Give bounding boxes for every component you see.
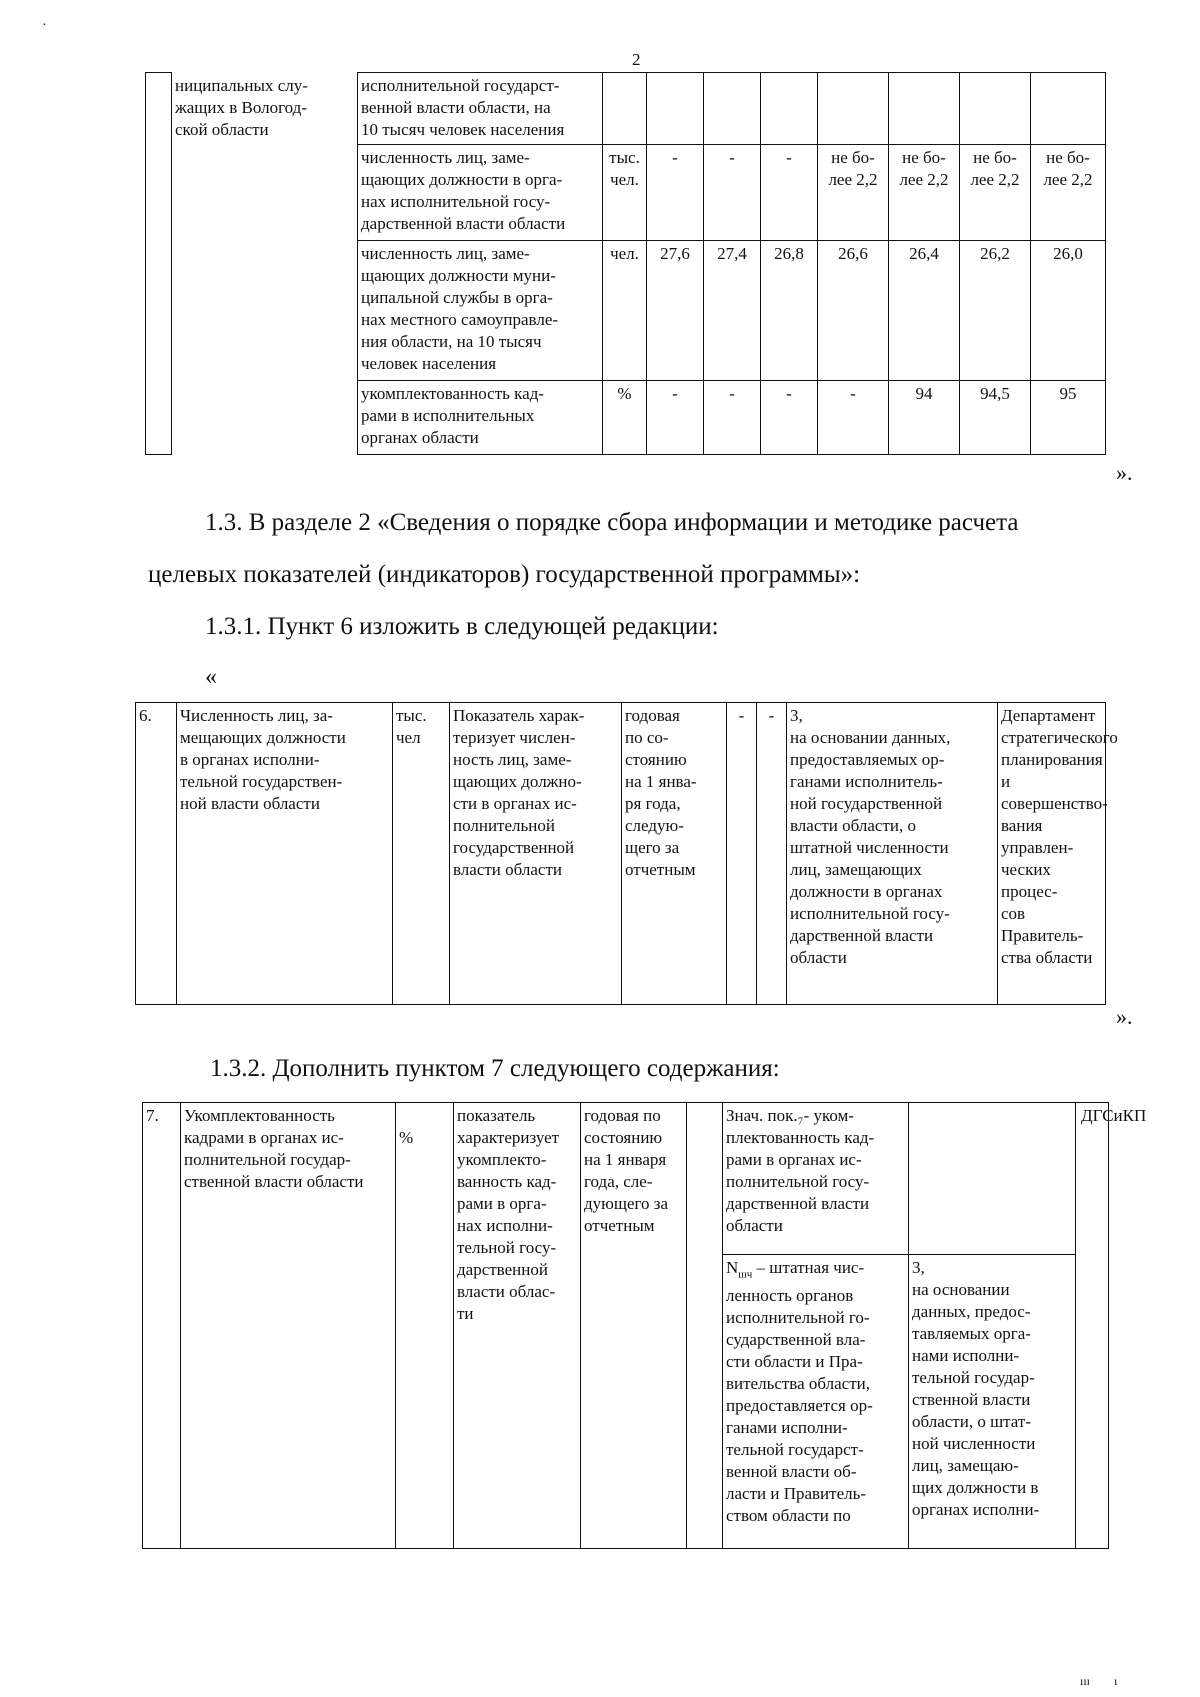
row-number: 7. — [143, 1103, 181, 1549]
table1-value — [1031, 73, 1106, 145]
table1-value — [960, 73, 1031, 145]
scan-marks-bottom: ııı ı — [1080, 1674, 1118, 1688]
table1-value: - — [704, 145, 761, 241]
indicator-dash: - — [727, 703, 757, 1005]
table1-value: не бо- лее 2,2 — [889, 145, 960, 241]
table1-row-name: исполнительной государст- венной власти области, на 10 тысяч человек населения — [358, 73, 603, 145]
blank-column — [687, 1103, 723, 1549]
table1-value: - — [647, 145, 704, 241]
scan-mark: · — [42, 18, 47, 33]
table1-value: 27,6 — [647, 241, 704, 381]
n-subscript: шч — [738, 1268, 753, 1281]
table1-value: - — [761, 145, 818, 241]
table1-value: - — [704, 381, 761, 455]
table1-value: 26,0 — [1031, 241, 1106, 381]
opening-quote: « — [205, 664, 217, 690]
indicator-7-table — [142, 1102, 1147, 1549]
data-source: 3, на основании данных, предос- тавляемых орга- нами исполни- тельной государ- ственной власти области, о штат- ной численности лиц, замещаю- щих должности в органах исполни- — [909, 1255, 1076, 1549]
table1-row-name: численность лиц, заме- щающих должности муни- ципальной службы в орга- нах местного самоуправле- ния области, на 10 тысяч человек населения — [358, 241, 603, 381]
paragraph-1-3-line2: целевых показателей (индикаторов) государственной программы»: — [148, 561, 861, 588]
indicators-table-continued — [145, 72, 1106, 455]
table1-value: 94,5 — [960, 381, 1031, 455]
table1-row-name: укомплектованность кад- рами в исполнительных органах области — [358, 381, 603, 455]
responsible-abbrev: ДГСиКП — [1081, 1106, 1147, 1125]
closing-quote: ». — [1116, 460, 1133, 485]
indicator-unit: тыс. чел — [393, 703, 450, 1005]
table1-row-name: численность лиц, заме- щающих должности в орга- нах исполнительной госу- дарственной власти области — [358, 145, 603, 241]
table1-value: не бо- лее 2,2 — [960, 145, 1031, 241]
table1-value: - — [647, 381, 704, 455]
indicator-name: Укомплектованность кадрами в органах ис- полнительной государ- ственной власти области — [181, 1103, 396, 1549]
blank-cell — [909, 1103, 1076, 1255]
table1-blank-col — [146, 73, 172, 455]
indicator-unit: % — [396, 1103, 454, 1549]
indicator-6-table — [135, 702, 1118, 1005]
indicator-dash: - — [757, 703, 787, 1005]
indicator-period: годовая по со- стоянию на 1 янва- ря года, следую- щего за отчетным — [622, 703, 727, 1005]
table1-value: - — [818, 381, 889, 455]
table1-unit — [603, 73, 647, 145]
paragraph-1-3-line1: 1.3. В разделе 2 «Сведения о порядке сбора информации и методике расчета — [205, 509, 1019, 536]
table1-value: 26,8 — [761, 241, 818, 381]
formula-value-definition: Знач. пок.₇- уком- плектованность кад- рами в органах ис- полнительной госу- дарственной власти области — [723, 1103, 909, 1255]
table1-value — [818, 73, 889, 145]
indicator-responsible: Департамент стратегического планирования и совершенство- вания управлен- ческих процес- сов Правитель- ства области — [998, 703, 1106, 1005]
table1-value — [889, 73, 960, 145]
table1-value: 26,6 — [818, 241, 889, 381]
table1-value: 26,4 — [889, 241, 960, 381]
n-definition-text: – штатная чис- ленность органов исполнительной го- сударственной вла- сти области и Пра- вительства области, предоставляется ор- ганами исполни- тельной государст- венной власти об- ласти и Правитель- ством области по — [726, 1258, 873, 1526]
paragraph-1-3-2: 1.3.2. Дополнить пунктом 7 следующего содержания: — [210, 1055, 780, 1082]
table1-program-name: ниципальных слу- жащих в Вологод- ской области — [172, 73, 358, 455]
formula-n-definition — [723, 1255, 909, 1549]
row-number: 6. — [136, 703, 177, 1005]
indicator-description: показатель характеризует укомплекто- ванность кад- рами в орга- нах исполни- тельной госу- дарственной власти облас- ти — [454, 1103, 581, 1549]
table1-unit: чел. — [603, 241, 647, 381]
indicator-responsible — [1076, 1103, 1147, 1549]
paragraph-1-3-1: 1.3.1. Пункт 6 изложить в следующей редакции: — [205, 613, 719, 640]
closing-quote: ». — [1116, 1004, 1133, 1029]
table1-value: не бо- лее 2,2 — [1031, 145, 1106, 241]
indicator-method: 3, на основании данных, предоставляемых ор- ганами исполнитель- ной государственной власти области, о штатной численности лиц, замещающих должности в органах исполнительной госу- дарственной власти области — [787, 703, 998, 1005]
table1-value: 94 — [889, 381, 960, 455]
table1-value: 27,4 — [704, 241, 761, 381]
page-number: 2 — [632, 50, 641, 69]
indicator-description: Показатель харак- теризует числен- ность лиц, заме- щающих должно- сти в органах ис- полнительной государственной власти области — [450, 703, 622, 1005]
table1-value: не бо- лее 2,2 — [818, 145, 889, 241]
table1-value: - — [761, 381, 818, 455]
table1-value: 26,2 — [960, 241, 1031, 381]
indicator-period: годовая по состоянию на 1 января года, сле- дующего за отчетным — [581, 1103, 687, 1549]
table1-value — [647, 73, 704, 145]
table1-value — [761, 73, 818, 145]
table1-value: 95 — [1031, 381, 1106, 455]
indicator-name: Численность лиц, за- мещающих должности в органах исполни- тельной государствен- ной власти области — [177, 703, 393, 1005]
table1-value — [704, 73, 761, 145]
table1-unit: тыс. чел. — [603, 145, 647, 241]
table1-unit: % — [603, 381, 647, 455]
n-symbol: N — [726, 1258, 739, 1277]
